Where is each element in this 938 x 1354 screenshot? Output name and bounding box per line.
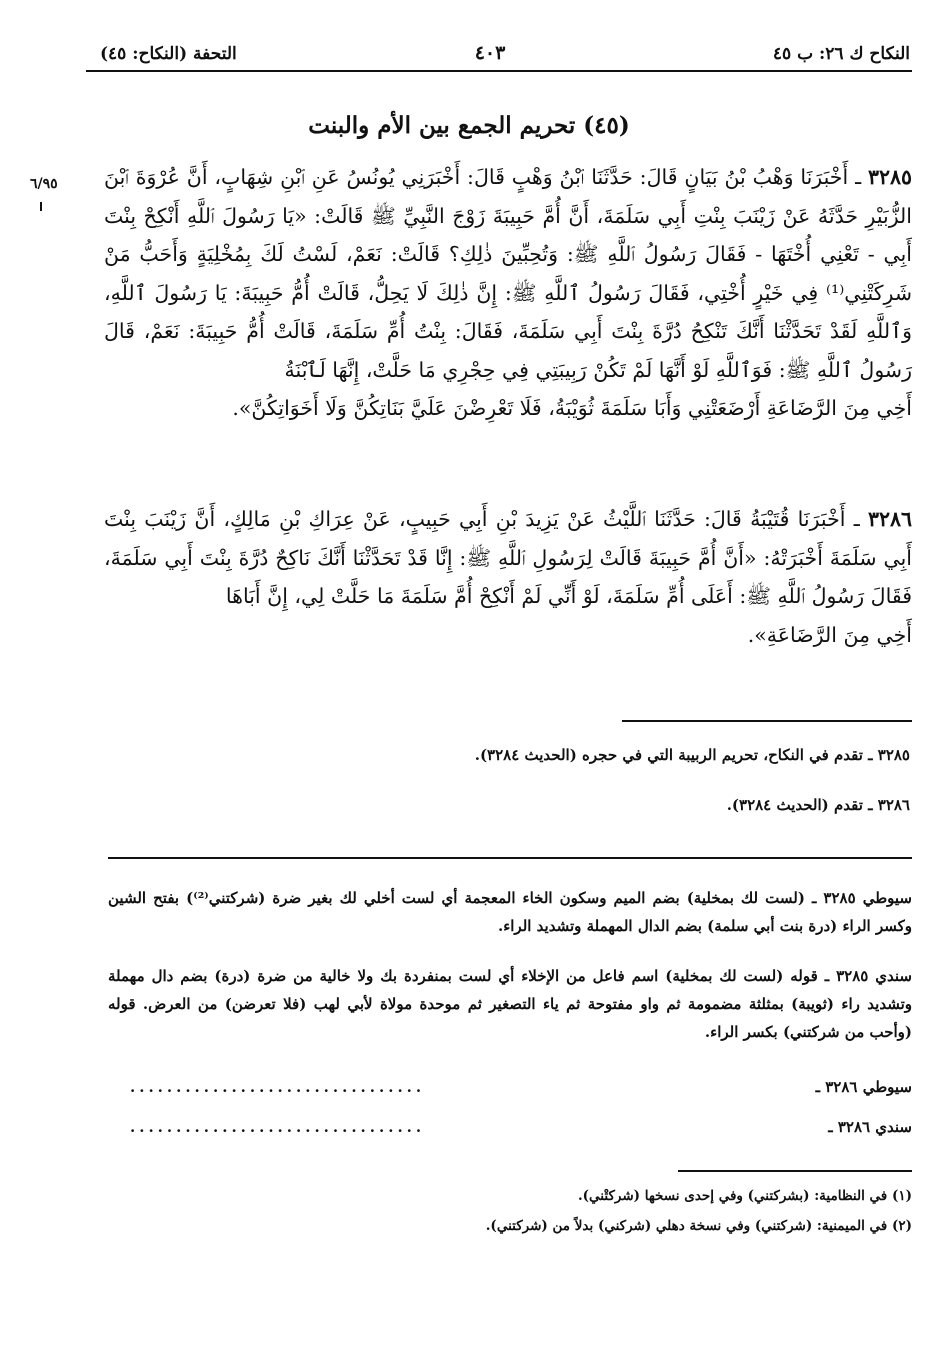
footnote-1: (١) في النظامية: (بشركتني) وفي إحدى نسخها (شركتْني).: [577, 1188, 912, 1204]
footnote-2: (٢) في الميمنية: (شركتني) وفي نسخة دهلي (شركني) بدلاً من (شركتني).: [485, 1218, 912, 1234]
header-chapter-ref: النكاح ك ٢٦: ب ٤٥: [772, 44, 910, 64]
margin-note: ٦/٩٥: [30, 176, 58, 192]
header-tuhfa-ref: التحفة (النكاح: ٤٥): [100, 44, 237, 64]
hadith-last-line: أَخِي مِنَ الرَّضَاعَةِ أَرْضَعَتْنِي وَأَبَا سَلَمَةَ ثُوَيْبَةُ، فَلَا تَعْرِضْنَ عَلَيَّ بَنَاتِكُنَّ وَلَا أَخَوَاتِكُنَّ».: [232, 396, 912, 420]
hadith-dash: ـ: [848, 165, 868, 189]
hadith-number: ٣٢٨٥: [867, 165, 912, 189]
hadith-text: أَخْبَرَنَا وَهْبُ بْنُ بَيَانٍ قَالَ: حَدَّثَنَا ٱبْنُ وَهْبٍ قَالَ: أَخْبَرَنِي يُونُسُ عَنِ ٱبْنِ شِهَابٍ، أَنَّ عُرْوَةَ ٱبْنَ الزُّبَيْرِ حَدَّثَهُ عَنْ زَيْنَبَ بِنْتِ أَبِي سَلَمَةَ، أَنَّ أُمَّ حَبِيبَةَ زَوْجَ النَّبِيِّ ﷺ قَالَتْ: «يَا رَسُولَ ٱللَّهِ أَنْكِحْ بِنْتَ أَبِي - تَعْنِي أُخْتَهَا - فَقَالَ رَسُولُ ٱللَّهِ ﷺ: وَتُحِبِّينَ ذٰلِكِ؟ قَالَتْ: نَعَمْ، لَسْتُ لَكَ بِمُخْلِيَةٍ وَأَحَبُّ مَنْ شَرِكَتْنِي⁽¹⁾ فِي خَيْرٍ أُخْتِي، فَقَالَ رَسُولُ ٱللَّهِ ﷺ: إِنَّ ذٰلِكَ لَا يَحِلُّ، قَالَتْ أُمُّ حَبِيبَةَ: يَا رَسُولَ ٱللَّهِ، وَٱللَّهِ لَقَدْ تَحَدَّثْنَا أَنَّكَ تَنْكِحُ دُرَّةَ بِنْتَ أَبِي سَلَمَةَ، فَقَالَ: بِنْتُ أُمِّ سَلَمَةَ، قَالَتْ أُمُّ حَبِيبَةَ: نَعَمْ، قَالَ رَسُولُ ٱللَّهِ ﷺ: فَوَٱللَّهِ لَوْ أَنَّهَا لَمْ تَكُنْ رَبِيبَتِي فِي حِجْرِي مَا حَلَّتْ، إِنَّهَا لَٱبْنَةُ: [104, 165, 912, 382]
commentary-suyuti-3286: [130, 1078, 912, 1096]
footnote-rule: [678, 1170, 912, 1172]
commentary-label: سندي ٣٢٨٦ ـ: [828, 1118, 912, 1136]
hadith-last-line: أَخِي مِنَ الرَّضَاعَةِ».: [747, 622, 912, 647]
takhrij-3286: ٣٢٨٦ ـ تقدم (الحديث ٣٢٨٤).: [726, 796, 910, 814]
commentary-label: سيوطي ٣٢٨٦ ـ: [815, 1078, 912, 1096]
hadith-number: ٣٢٨٦: [867, 507, 912, 531]
margin-tick: [40, 202, 42, 211]
hadith-3286: [104, 500, 912, 654]
dotted-leader: ................................: [130, 1078, 426, 1096]
commentary-suyuti-3285: سيوطي ٣٢٨٥ ـ (لست لك بمخلية) بضم الميم وسكون الخاء المعجمة أي لست أخلي لك بغير ضرة (شركتني⁽²⁾) بفتح الشين وكسر الراء (درة بنت أبي سلمة) بضم الدال المهملة وتشديد الراء.: [108, 889, 912, 935]
commentary-sindi-3285: سندي ٣٢٨٥ ـ قوله (لست لك بمخلية) اسم فاعل من الإخلاء أي لست بمنفردة بك ولا خالية من ضرة (درة) بضم دال مهملة وتشديد راء (ثويبة) بمثلثة مضمومة ثم واو مفتوحة ثم ياء التصغير ثم موحدة مولاة لأبي لهب (فلا تعرضن) من العرض. قوله (وأحب من شركتني) بكسر الراء.: [108, 967, 913, 1041]
hadith-dash: ـ: [845, 507, 868, 531]
commentary-sindi-3286: [130, 1118, 912, 1136]
dotted-leader: ................................: [130, 1118, 426, 1136]
running-header: [70, 38, 910, 70]
hadith-text: أَخْبَرَنَا قُتَيْبَةُ قَالَ: حَدَّثَنَا ٱللَّيْثُ عَنْ يَزِيدَ بْنِ أَبِي حَبِيبٍ، عَنْ عِرَاكِ بْنِ مَالِكٍ، أَنَّ زَيْنَبَ بِنْتَ أَبِي سَلَمَةَ أَخْبَرَتْهُ: «أَنَّ أُمَّ حَبِيبَةَ قَالَتْ لِرَسُولِ ٱللَّهِ ﷺ: إِنَّا قَدْ تَحَدَّثْنَا أَنَّكَ نَاكِحٌ دُرَّةَ بِنْتَ أَبِي سَلَمَةَ، فَقَالَ رَسُولُ ٱللَّهِ ﷺ: أَعَلَى أُمِّ سَلَمَةَ، لَوْ أَنِّي لَمْ أَنْكِحْ أُمَّ سَلَمَةَ مَا حَلَّتْ لِي، إِنَّ أَبَاهَا: [104, 507, 912, 608]
header-rule: [86, 70, 912, 72]
page-number: ٤٠٣: [474, 42, 506, 64]
takhrij-rule: [622, 720, 912, 722]
hadith-3285: [104, 158, 912, 428]
commentary-rule: [108, 857, 912, 859]
takhrij-3285: ٣٢٨٥ ـ تقدم في النكاح، تحريم الربيبة التي في حجره (الحديث ٣٢٨٤).: [474, 746, 910, 764]
chapter-title: (٤٥) تحريم الجمع بين الأم والبنت: [308, 112, 630, 139]
